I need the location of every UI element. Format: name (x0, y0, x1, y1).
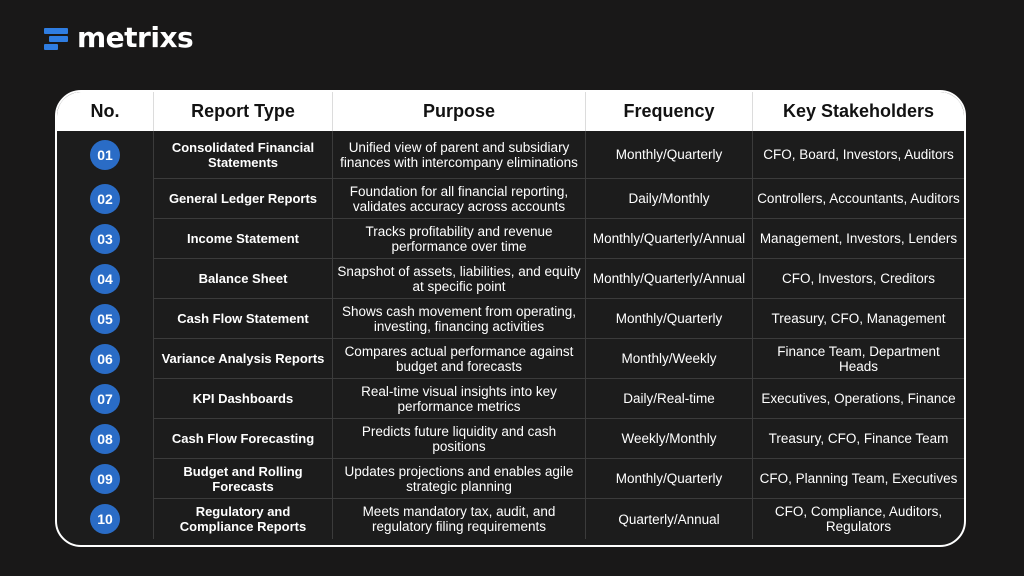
row-number-badge: 03 (90, 224, 120, 254)
report-type-label: Cash Flow Forecasting (171, 431, 315, 446)
cell-frequency: Monthly/Quarterly (586, 459, 753, 499)
cell-no (57, 459, 154, 499)
cell-purpose: Foundation for all financial reporting, validates accuracy across accounts (333, 179, 586, 219)
table-row (57, 131, 964, 179)
report-type-label: Consolidated Financial Statements (171, 139, 315, 170)
cell-purpose: Compares actual performance against budget and forecasts (333, 339, 586, 379)
row-number-badge: 02 (90, 184, 120, 214)
cell-key-stakeholders: CFO, Planning Team, Executives (753, 459, 964, 499)
row-number-badge: 06 (90, 344, 120, 374)
header-frequency: Frequency (586, 92, 753, 131)
cell-purpose: Real-time visual insights into key performance metrics (333, 379, 586, 419)
cell-key-stakeholders: CFO, Board, Investors, Auditors (753, 131, 964, 179)
cell-report-type (154, 219, 333, 259)
report-type-label: General Ledger Reports (168, 191, 318, 206)
table-body (57, 131, 964, 539)
reports-table (55, 90, 966, 547)
report-type-label: Balance Sheet (198, 271, 288, 286)
cell-purpose: Shows cash movement from operating, investing, financing activities (333, 299, 586, 339)
cell-no (57, 419, 154, 459)
cell-purpose: Tracks profitability and revenue performance over time (333, 219, 586, 259)
cell-report-type (154, 459, 333, 499)
cell-no (57, 259, 154, 299)
header-purpose: Purpose (333, 92, 586, 131)
cell-purpose: Unified view of parent and subsidiary finances with intercompany eliminations (333, 131, 586, 179)
cell-report-type (154, 379, 333, 419)
cell-purpose: Meets mandatory tax, audit, and regulatory filing requirements (333, 499, 586, 539)
header-no: No. (57, 92, 154, 131)
table-row (57, 219, 964, 259)
cell-frequency: Monthly/Quarterly (586, 131, 753, 179)
row-number-badge: 01 (90, 140, 120, 170)
cell-frequency: Monthly/Quarterly/Annual (586, 219, 753, 259)
cell-report-type (154, 179, 333, 219)
report-type-label: Cash Flow Statement (177, 311, 309, 326)
cell-no (57, 339, 154, 379)
table-row (57, 299, 964, 339)
cell-purpose: Updates projections and enables agile strategic planning (333, 459, 586, 499)
table-row (57, 179, 964, 219)
table-row (57, 379, 964, 419)
cell-key-stakeholders: CFO, Investors, Creditors (753, 259, 964, 299)
row-number-badge: 07 (90, 384, 120, 414)
cell-no (57, 131, 154, 179)
cell-purpose: Predicts future liquidity and cash positions (333, 419, 586, 459)
cell-report-type (154, 419, 333, 459)
table-row (57, 259, 964, 299)
table-row (57, 339, 964, 379)
cell-report-type (154, 339, 333, 379)
report-type-label: Variance Analysis Reports (161, 351, 325, 366)
cell-frequency: Daily/Real-time (586, 379, 753, 419)
cell-key-stakeholders: CFO, Compliance, Auditors, Regulators (774, 504, 943, 534)
report-type-label: KPI Dashboards (192, 391, 294, 406)
cell-no (57, 299, 154, 339)
table-row (57, 459, 964, 499)
brand-logo (44, 21, 194, 54)
cell-report-type (154, 259, 333, 299)
header-key-stakeholders: Key Stakeholders (782, 101, 935, 121)
cell-frequency: Monthly/Quarterly/Annual (586, 259, 753, 299)
row-number-badge: 08 (90, 424, 120, 454)
cell-no (57, 379, 154, 419)
cell-report-type (154, 299, 333, 339)
table-row (57, 499, 964, 539)
cell-frequency: Weekly/Monthly (586, 419, 753, 459)
cell-key-stakeholders: Controllers, Accountants, Auditors (753, 179, 964, 219)
cell-purpose: Snapshot of assets, liabilities, and equity at specific point (333, 259, 586, 299)
metrixs-logo-icon (44, 26, 70, 50)
cell-key-stakeholders: Executives, Operations, Finance (753, 379, 964, 419)
cell-key-stakeholders: Management, Investors, Lenders (753, 219, 964, 259)
row-number-badge: 10 (90, 504, 120, 534)
cell-no (57, 499, 154, 539)
cell-no (57, 179, 154, 219)
cell-no (57, 219, 154, 259)
cell-frequency: Quarterly/Annual (586, 499, 753, 539)
cell-report-type (154, 499, 333, 539)
cell-frequency: Monthly/Quarterly (586, 299, 753, 339)
cell-key-stakeholders: Treasury, CFO, Management (753, 299, 964, 339)
cell-key-stakeholders: Finance Team, Department Heads (753, 339, 964, 379)
row-number-badge: 09 (90, 464, 120, 494)
table-header-row (57, 92, 964, 131)
cell-report-type (154, 131, 333, 179)
cell-frequency: Daily/Monthly (586, 179, 753, 219)
cell-key-stakeholders: Treasury, CFO, Finance Team (753, 419, 964, 459)
row-number-badge: 05 (90, 304, 120, 334)
row-number-badge: 04 (90, 264, 120, 294)
report-type-label: Budget and Rolling Forecasts (183, 463, 303, 494)
report-type-label: Income Statement (187, 231, 299, 246)
table-row (57, 419, 964, 459)
cell-frequency: Monthly/Weekly (586, 339, 753, 379)
brand-name: metrixs (77, 21, 194, 54)
header-report-type: Report Type (154, 92, 333, 131)
report-type-label: Regulatory and Compliance Reports (179, 504, 307, 534)
